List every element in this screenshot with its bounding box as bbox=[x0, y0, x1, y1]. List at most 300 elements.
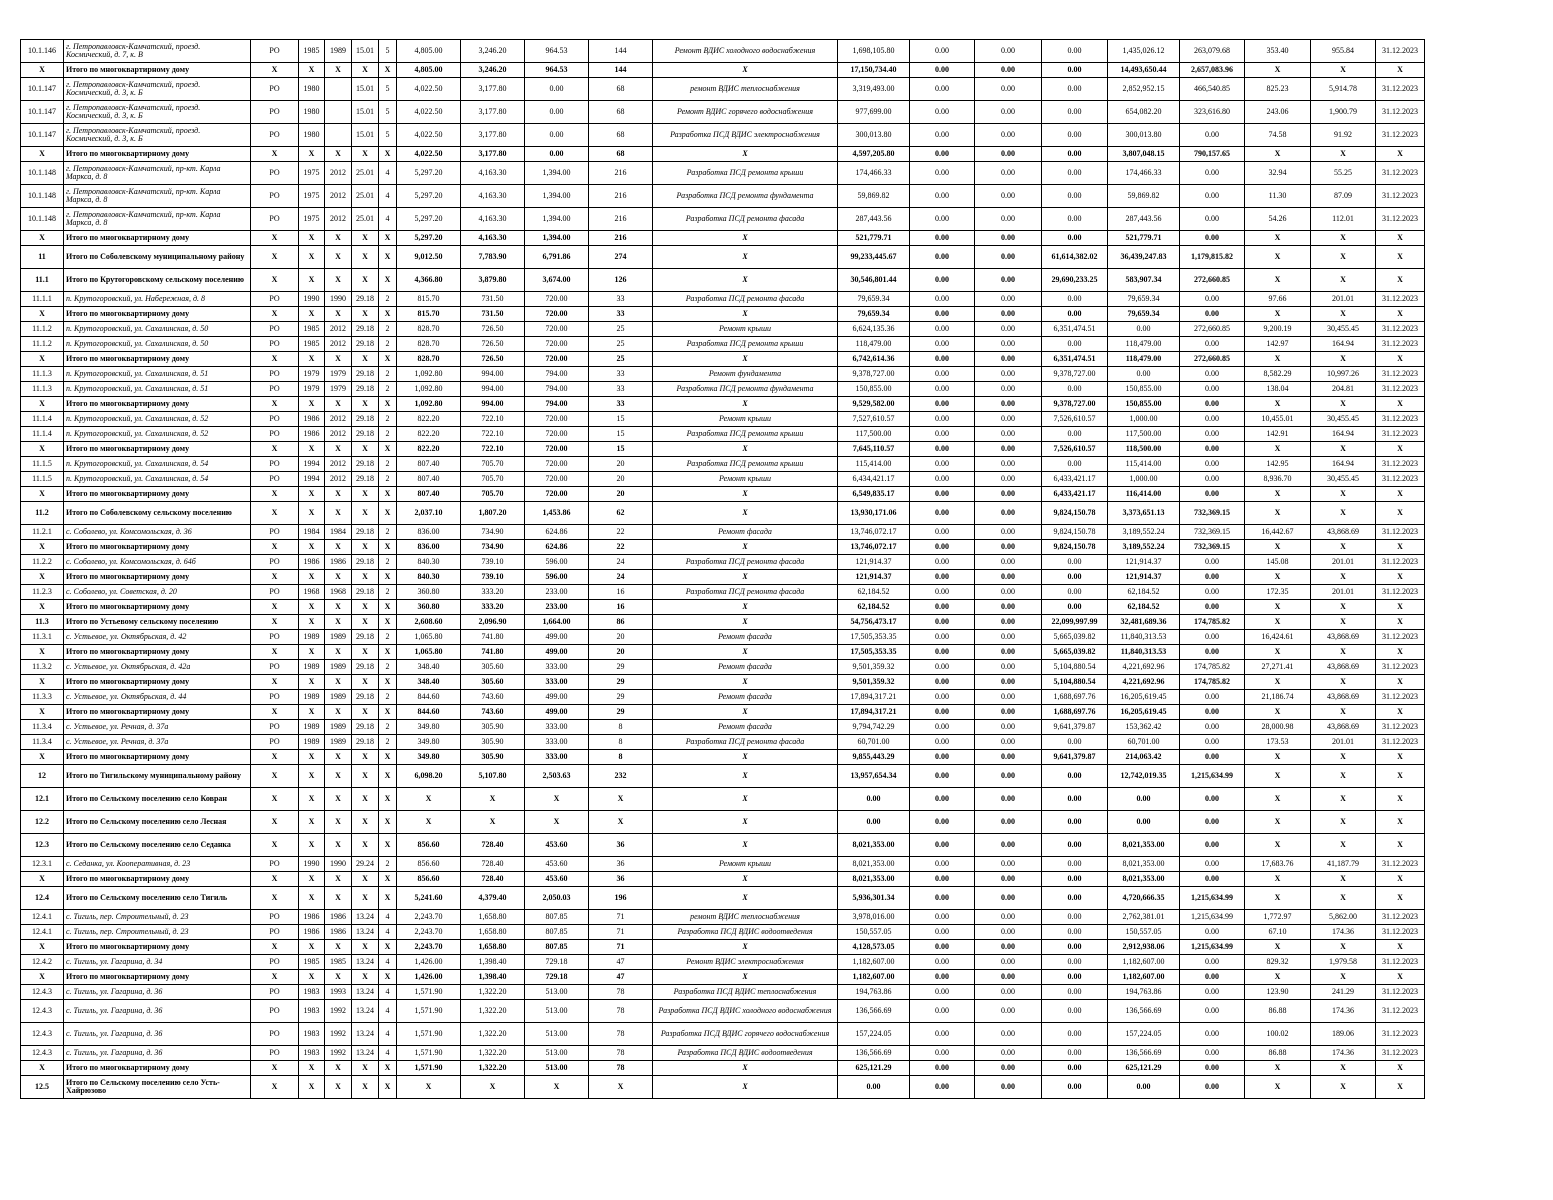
nonresidential-area-cell: 3,674.00 bbox=[525, 269, 589, 292]
nonresidential-area-cell: 499.00 bbox=[525, 690, 589, 705]
residents-cell: 216 bbox=[589, 208, 653, 231]
floors-cell: 4 bbox=[379, 208, 397, 231]
year-built-cell: X bbox=[299, 811, 325, 834]
year-built-cell: 1990 bbox=[299, 292, 325, 307]
floors-cell: X bbox=[379, 307, 397, 322]
work-type-cell: X bbox=[653, 540, 838, 555]
max-specific-cost-cell: 174.36 bbox=[1311, 1000, 1376, 1023]
total-area-cell: 1,571.90 bbox=[397, 1023, 461, 1046]
residents-cell: 24 bbox=[589, 555, 653, 570]
year-overhaul-cell: 1986 bbox=[325, 910, 352, 925]
residents-cell: 33 bbox=[589, 307, 653, 322]
work-type-cell: X bbox=[653, 502, 838, 525]
table-row bbox=[21, 1023, 1425, 1046]
municipal-funds-cell: 0.00 bbox=[1042, 162, 1108, 185]
total-area-cell: 2,243.70 bbox=[397, 925, 461, 940]
total-cost-cell: 8,021,353.00 bbox=[838, 872, 910, 887]
year-overhaul-cell: X bbox=[325, 615, 352, 630]
work-type-cell: Разработка ПСД ремонта фасада bbox=[653, 292, 838, 307]
year-overhaul-cell: 1989 bbox=[325, 720, 352, 735]
work-type-cell: X bbox=[653, 1076, 838, 1099]
work-type-cell: Разработка ПСД ремонта крыши bbox=[653, 427, 838, 442]
specific-cost-cell: X bbox=[1245, 970, 1311, 985]
year-overhaul-cell: X bbox=[325, 442, 352, 457]
total-cost-cell: 6,434,421.17 bbox=[838, 472, 910, 487]
nonresidential-area-cell: 720.00 bbox=[525, 487, 589, 502]
row-number-cell: 11.3.2 bbox=[21, 660, 64, 675]
table-row bbox=[21, 292, 1425, 307]
year-overhaul-cell: X bbox=[325, 1076, 352, 1099]
program-type-cell: X bbox=[251, 765, 299, 788]
table-row bbox=[21, 857, 1425, 872]
owner-funds-cell: 11,840,313.53 bbox=[1108, 630, 1180, 645]
nonresidential-area-cell: 720.00 bbox=[525, 307, 589, 322]
residents-cell: 15 bbox=[589, 427, 653, 442]
other-funds-cell: 0.00 bbox=[1180, 457, 1245, 472]
total-area-cell: 822.20 bbox=[397, 427, 461, 442]
row-number-cell: 12.4.1 bbox=[21, 925, 64, 940]
total-row bbox=[21, 970, 1425, 985]
program-type-cell: X bbox=[251, 147, 299, 162]
floors-cell: X bbox=[379, 147, 397, 162]
work-type-cell: Ремонт ВДИС электроснабжения bbox=[653, 955, 838, 970]
other-funds-cell: 0.00 bbox=[1180, 630, 1245, 645]
program-type-cell: РО bbox=[251, 427, 299, 442]
climate-zone-cell: X bbox=[352, 675, 379, 690]
program-type-cell: X bbox=[251, 269, 299, 292]
deadline-cell: 31.12.2023 bbox=[1376, 427, 1425, 442]
year-built-cell: 1986 bbox=[299, 555, 325, 570]
row-number-cell: X bbox=[21, 397, 64, 412]
owner-funds-cell: 14,493,650.44 bbox=[1108, 63, 1180, 78]
specific-cost-cell: X bbox=[1245, 872, 1311, 887]
max-specific-cost-cell: 1,900.79 bbox=[1311, 101, 1376, 124]
year-overhaul-cell: X bbox=[325, 705, 352, 720]
row-number-cell: 10.1.148 bbox=[21, 162, 64, 185]
federal-funds-cell: 0.00 bbox=[910, 910, 975, 925]
other-funds-cell: 0.00 bbox=[1180, 872, 1245, 887]
deadline-cell: X bbox=[1376, 970, 1425, 985]
program-type-cell: X bbox=[251, 246, 299, 269]
specific-cost-cell: 145.08 bbox=[1245, 555, 1311, 570]
work-type-cell: X bbox=[653, 940, 838, 955]
deadline-cell: 31.12.2023 bbox=[1376, 124, 1425, 147]
regional-funds-cell: 0.00 bbox=[975, 246, 1042, 269]
program-type-cell: X bbox=[251, 872, 299, 887]
regional-funds-cell: 0.00 bbox=[975, 615, 1042, 630]
owner-funds-cell: 136,566.69 bbox=[1108, 1046, 1180, 1061]
max-specific-cost-cell: 204.81 bbox=[1311, 382, 1376, 397]
federal-funds-cell: 0.00 bbox=[910, 502, 975, 525]
total-row bbox=[21, 940, 1425, 955]
nonresidential-area-cell: X bbox=[525, 811, 589, 834]
specific-cost-cell: X bbox=[1245, 811, 1311, 834]
total-area-cell: 1,426.00 bbox=[397, 955, 461, 970]
floors-cell: 2 bbox=[379, 857, 397, 872]
year-built-cell: 1983 bbox=[299, 1046, 325, 1061]
regional-funds-cell: 0.00 bbox=[975, 1000, 1042, 1023]
owner-funds-cell: 0.00 bbox=[1108, 322, 1180, 337]
total-area-cell: 822.20 bbox=[397, 442, 461, 457]
year-overhaul-cell: 2012 bbox=[325, 457, 352, 472]
floors-cell: 4 bbox=[379, 925, 397, 940]
other-funds-cell: 1,179,815.82 bbox=[1180, 246, 1245, 269]
year-built-cell: 1990 bbox=[299, 857, 325, 872]
living-area-cell: 1,322.20 bbox=[461, 1046, 525, 1061]
year-overhaul-cell: 1979 bbox=[325, 367, 352, 382]
total-row bbox=[21, 615, 1425, 630]
climate-zone-cell: 29.18 bbox=[352, 322, 379, 337]
other-funds-cell: 2,657,083.96 bbox=[1180, 63, 1245, 78]
row-number-cell: 11 bbox=[21, 246, 64, 269]
max-specific-cost-cell: X bbox=[1311, 788, 1376, 811]
living-area-cell: 333.20 bbox=[461, 585, 525, 600]
regional-funds-cell: 0.00 bbox=[975, 40, 1042, 63]
deadline-cell: 31.12.2023 bbox=[1376, 1046, 1425, 1061]
floors-cell: 4 bbox=[379, 1046, 397, 1061]
municipal-funds-cell: 0.00 bbox=[1042, 872, 1108, 887]
residents-cell: 36 bbox=[589, 857, 653, 872]
total-cost-cell: 4,128,573.05 bbox=[838, 940, 910, 955]
total-cost-cell: 7,645,110.57 bbox=[838, 442, 910, 457]
total-cost-cell: 5,936,301.34 bbox=[838, 887, 910, 910]
owner-funds-cell: 1,182,607.00 bbox=[1108, 970, 1180, 985]
living-area-cell: 3,177.80 bbox=[461, 101, 525, 124]
total-row bbox=[21, 397, 1425, 412]
residents-cell: 216 bbox=[589, 231, 653, 246]
federal-funds-cell: 0.00 bbox=[910, 352, 975, 367]
table-row bbox=[21, 910, 1425, 925]
municipal-funds-cell: 9,641,379.87 bbox=[1042, 720, 1108, 735]
work-type-cell: Ремонт фасада bbox=[653, 720, 838, 735]
residents-cell: 68 bbox=[589, 101, 653, 124]
municipal-funds-cell: 0.00 bbox=[1042, 585, 1108, 600]
row-number-cell: X bbox=[21, 307, 64, 322]
specific-cost-cell: X bbox=[1245, 487, 1311, 502]
owner-funds-cell: 118,479.00 bbox=[1108, 337, 1180, 352]
deadline-cell: X bbox=[1376, 269, 1425, 292]
max-specific-cost-cell: 30,455.45 bbox=[1311, 322, 1376, 337]
program-type-cell: X bbox=[251, 487, 299, 502]
specific-cost-cell: 16,424.61 bbox=[1245, 630, 1311, 645]
owner-funds-cell: 79,659.34 bbox=[1108, 307, 1180, 322]
row-number-cell: 11.2.2 bbox=[21, 555, 64, 570]
year-built-cell: X bbox=[299, 231, 325, 246]
regional-funds-cell: 0.00 bbox=[975, 970, 1042, 985]
total-cost-cell: 115,414.00 bbox=[838, 457, 910, 472]
total-cost-cell: 1,182,607.00 bbox=[838, 955, 910, 970]
program-type-cell: X bbox=[251, 397, 299, 412]
total-area-cell: 856.60 bbox=[397, 834, 461, 857]
deadline-cell: 31.12.2023 bbox=[1376, 412, 1425, 427]
other-funds-cell: 0.00 bbox=[1180, 337, 1245, 352]
nonresidential-area-cell: 2,050.03 bbox=[525, 887, 589, 910]
nonresidential-area-cell: 1,453.86 bbox=[525, 502, 589, 525]
residents-cell: 25 bbox=[589, 352, 653, 367]
other-funds-cell: 0.00 bbox=[1180, 427, 1245, 442]
year-overhaul-cell: X bbox=[325, 540, 352, 555]
total-area-cell: 1,092.80 bbox=[397, 367, 461, 382]
climate-zone-cell: 25.01 bbox=[352, 162, 379, 185]
residents-cell: X bbox=[589, 788, 653, 811]
address-cell: г. Петропавловск-Камчатский, пр-кт. Карла Маркса, д. 8 bbox=[64, 185, 251, 208]
municipal-funds-cell: 0.00 bbox=[1042, 811, 1108, 834]
residents-cell: 33 bbox=[589, 292, 653, 307]
program-type-cell: РО bbox=[251, 857, 299, 872]
total-area-cell: 828.70 bbox=[397, 337, 461, 352]
total-area-cell: 348.40 bbox=[397, 675, 461, 690]
max-specific-cost-cell: 241.29 bbox=[1311, 985, 1376, 1000]
work-type-cell: Ремонт фасада bbox=[653, 660, 838, 675]
other-funds-cell: 0.00 bbox=[1180, 442, 1245, 457]
deadline-cell: X bbox=[1376, 940, 1425, 955]
other-funds-cell: 0.00 bbox=[1180, 208, 1245, 231]
regional-funds-cell: 0.00 bbox=[975, 887, 1042, 910]
year-overhaul-cell: 1993 bbox=[325, 985, 352, 1000]
work-type-cell: X bbox=[653, 811, 838, 834]
nonresidential-area-cell: 0.00 bbox=[525, 101, 589, 124]
deadline-cell: 31.12.2023 bbox=[1376, 40, 1425, 63]
floors-cell: X bbox=[379, 887, 397, 910]
row-number-cell: 11.1.2 bbox=[21, 322, 64, 337]
total-row bbox=[21, 307, 1425, 322]
regional-funds-cell: 0.00 bbox=[975, 292, 1042, 307]
address-cell: Итого по многоквартирному дому bbox=[64, 570, 251, 585]
table-row bbox=[21, 40, 1425, 63]
address-cell: Итого по Сельскому поселению село Ковран bbox=[64, 788, 251, 811]
floors-cell: 5 bbox=[379, 78, 397, 101]
total-cost-cell: 1,182,607.00 bbox=[838, 970, 910, 985]
row-number-cell: 12.3.1 bbox=[21, 857, 64, 872]
total-area-cell: 828.70 bbox=[397, 352, 461, 367]
floors-cell: 2 bbox=[379, 720, 397, 735]
other-funds-cell: 0.00 bbox=[1180, 570, 1245, 585]
address-cell: Итого по многоквартирному дому bbox=[64, 940, 251, 955]
row-number-cell: 10.1.147 bbox=[21, 101, 64, 124]
municipal-funds-cell: 0.00 bbox=[1042, 887, 1108, 910]
address-cell: Итого по Тигильскому муниципальному району bbox=[64, 765, 251, 788]
owner-funds-cell: 3,807,048.15 bbox=[1108, 147, 1180, 162]
total-cost-cell: 9,794,742.29 bbox=[838, 720, 910, 735]
work-type-cell: X bbox=[653, 765, 838, 788]
living-area-cell: X bbox=[461, 1076, 525, 1099]
total-area-cell: 815.70 bbox=[397, 307, 461, 322]
total-row bbox=[21, 442, 1425, 457]
climate-zone-cell: X bbox=[352, 615, 379, 630]
specific-cost-cell: X bbox=[1245, 147, 1311, 162]
deadline-cell: X bbox=[1376, 645, 1425, 660]
total-area-cell: 349.80 bbox=[397, 750, 461, 765]
owner-funds-cell: 3,189,552.24 bbox=[1108, 540, 1180, 555]
total-area-cell: 836.00 bbox=[397, 540, 461, 555]
max-specific-cost-cell: 91.92 bbox=[1311, 124, 1376, 147]
max-specific-cost-cell: X bbox=[1311, 872, 1376, 887]
work-type-cell: Разработка ПСД ВДИС холодного водоснабжения bbox=[653, 1000, 838, 1023]
total-cost-cell: 977,699.00 bbox=[838, 101, 910, 124]
residents-cell: 86 bbox=[589, 615, 653, 630]
residents-cell: 16 bbox=[589, 585, 653, 600]
year-overhaul-cell: 1986 bbox=[325, 925, 352, 940]
total-area-cell: 348.40 bbox=[397, 660, 461, 675]
year-built-cell: 1986 bbox=[299, 427, 325, 442]
row-number-cell: 11.3.4 bbox=[21, 720, 64, 735]
owner-funds-cell: 153,362.42 bbox=[1108, 720, 1180, 735]
owner-funds-cell: 36,439,247.83 bbox=[1108, 246, 1180, 269]
climate-zone-cell: X bbox=[352, 705, 379, 720]
floors-cell: 2 bbox=[379, 427, 397, 442]
other-funds-cell: 0.00 bbox=[1180, 720, 1245, 735]
total-area-cell: 4,805.00 bbox=[397, 40, 461, 63]
year-built-cell: X bbox=[299, 147, 325, 162]
table-row bbox=[21, 555, 1425, 570]
owner-funds-cell: 32,481,689.36 bbox=[1108, 615, 1180, 630]
max-specific-cost-cell: 10,997.26 bbox=[1311, 367, 1376, 382]
regional-funds-cell: 0.00 bbox=[975, 1076, 1042, 1099]
nonresidential-area-cell: 333.00 bbox=[525, 720, 589, 735]
program-type-cell: X bbox=[251, 502, 299, 525]
specific-cost-cell: X bbox=[1245, 705, 1311, 720]
climate-zone-cell: 29.18 bbox=[352, 412, 379, 427]
specific-cost-cell: X bbox=[1245, 307, 1311, 322]
living-area-cell: 305.90 bbox=[461, 750, 525, 765]
floors-cell: X bbox=[379, 750, 397, 765]
max-specific-cost-cell: X bbox=[1311, 246, 1376, 269]
regional-funds-cell: 0.00 bbox=[975, 397, 1042, 412]
program-type-cell: X bbox=[251, 570, 299, 585]
total-area-cell: 2,608.60 bbox=[397, 615, 461, 630]
deadline-cell: X bbox=[1376, 487, 1425, 502]
nonresidential-area-cell: 624.86 bbox=[525, 540, 589, 555]
deadline-cell: 31.12.2023 bbox=[1376, 457, 1425, 472]
federal-funds-cell: 0.00 bbox=[910, 955, 975, 970]
row-number-cell: X bbox=[21, 675, 64, 690]
residents-cell: 16 bbox=[589, 600, 653, 615]
year-overhaul-cell: X bbox=[325, 811, 352, 834]
climate-zone-cell: 29.18 bbox=[352, 660, 379, 675]
climate-zone-cell: X bbox=[352, 442, 379, 457]
year-built-cell: X bbox=[299, 872, 325, 887]
total-row bbox=[21, 269, 1425, 292]
living-area-cell: 7,783.90 bbox=[461, 246, 525, 269]
row-number-cell: X bbox=[21, 872, 64, 887]
floors-cell: 2 bbox=[379, 322, 397, 337]
address-cell: г. Петропавловск-Камчатский, проезд. Космический, д. 7, к. В bbox=[64, 40, 251, 63]
address-cell: г. Петропавловск-Камчатский, пр-кт. Карла Маркса, д. 8 bbox=[64, 162, 251, 185]
total-area-cell: 360.80 bbox=[397, 585, 461, 600]
regional-funds-cell: 0.00 bbox=[975, 1046, 1042, 1061]
nonresidential-area-cell: 333.00 bbox=[525, 735, 589, 750]
municipal-funds-cell: 0.00 bbox=[1042, 910, 1108, 925]
year-built-cell: 1989 bbox=[299, 660, 325, 675]
other-funds-cell: 0.00 bbox=[1180, 124, 1245, 147]
work-type-cell: Разработка ПСД ремонта фасада bbox=[653, 208, 838, 231]
nonresidential-area-cell: 807.85 bbox=[525, 940, 589, 955]
nonresidential-area-cell: 964.53 bbox=[525, 63, 589, 78]
federal-funds-cell: 0.00 bbox=[910, 1061, 975, 1076]
table-row bbox=[21, 955, 1425, 970]
specific-cost-cell: X bbox=[1245, 397, 1311, 412]
work-type-cell: Разработка ПСД ВДИС электроснабжения bbox=[653, 124, 838, 147]
floors-cell: 2 bbox=[379, 525, 397, 540]
total-area-cell: 1,571.90 bbox=[397, 985, 461, 1000]
row-number-cell: 10.1.147 bbox=[21, 124, 64, 147]
program-type-cell: РО bbox=[251, 40, 299, 63]
owner-funds-cell: 150,557.05 bbox=[1108, 925, 1180, 940]
year-built-cell: 1983 bbox=[299, 1023, 325, 1046]
max-specific-cost-cell: X bbox=[1311, 765, 1376, 788]
address-cell: с. Устьевое, ул. Октябрьская, д. 42 bbox=[64, 630, 251, 645]
address-cell: Итого по многоквартирному дому bbox=[64, 307, 251, 322]
total-area-cell: 840.30 bbox=[397, 555, 461, 570]
total-area-cell: 5,297.20 bbox=[397, 208, 461, 231]
total-area-cell: 1,065.80 bbox=[397, 645, 461, 660]
program-type-cell: РО bbox=[251, 720, 299, 735]
living-area-cell: 734.90 bbox=[461, 540, 525, 555]
deadline-cell: 31.12.2023 bbox=[1376, 78, 1425, 101]
address-cell: Итого по многоквартирному дому bbox=[64, 352, 251, 367]
row-number-cell: X bbox=[21, 540, 64, 555]
regional-funds-cell: 0.00 bbox=[975, 660, 1042, 675]
living-area-cell: 3,177.80 bbox=[461, 124, 525, 147]
nonresidential-area-cell: 720.00 bbox=[525, 472, 589, 487]
total-area-cell: 1,092.80 bbox=[397, 397, 461, 412]
row-number-cell: X bbox=[21, 750, 64, 765]
climate-zone-cell: X bbox=[352, 750, 379, 765]
program-type-cell: X bbox=[251, 970, 299, 985]
living-area-cell: 739.10 bbox=[461, 570, 525, 585]
owner-funds-cell: 62,184.52 bbox=[1108, 585, 1180, 600]
program-type-cell: РО bbox=[251, 322, 299, 337]
address-cell: Итого по многоквартирному дому bbox=[64, 970, 251, 985]
total-cost-cell: 13,930,171.06 bbox=[838, 502, 910, 525]
other-funds-cell: 0.00 bbox=[1180, 811, 1245, 834]
year-overhaul-cell: X bbox=[325, 502, 352, 525]
year-built-cell: X bbox=[299, 307, 325, 322]
federal-funds-cell: 0.00 bbox=[910, 570, 975, 585]
max-specific-cost-cell: X bbox=[1311, 147, 1376, 162]
work-type-cell: Ремонт крыши bbox=[653, 322, 838, 337]
other-funds-cell: 0.00 bbox=[1180, 185, 1245, 208]
deadline-cell: X bbox=[1376, 1076, 1425, 1099]
table-row bbox=[21, 630, 1425, 645]
work-type-cell: Разработка ПСД ВДИС водоотведения bbox=[653, 925, 838, 940]
living-area-cell: 739.10 bbox=[461, 555, 525, 570]
owner-funds-cell: 157,224.05 bbox=[1108, 1023, 1180, 1046]
total-cost-cell: 62,184.52 bbox=[838, 600, 910, 615]
specific-cost-cell: 1,772.97 bbox=[1245, 910, 1311, 925]
max-specific-cost-cell: 201.01 bbox=[1311, 735, 1376, 750]
deadline-cell: 31.12.2023 bbox=[1376, 472, 1425, 487]
address-cell: с. Устьевое, ул. Октябрьская, д. 44 bbox=[64, 690, 251, 705]
owner-funds-cell: 3,189,552.24 bbox=[1108, 525, 1180, 540]
federal-funds-cell: 0.00 bbox=[910, 427, 975, 442]
living-area-cell: 722.10 bbox=[461, 412, 525, 427]
nonresidential-area-cell: 720.00 bbox=[525, 427, 589, 442]
year-built-cell: 1989 bbox=[299, 720, 325, 735]
municipal-funds-cell: 7,526,610.57 bbox=[1042, 442, 1108, 457]
total-cost-cell: 174,466.33 bbox=[838, 162, 910, 185]
other-funds-cell: 0.00 bbox=[1180, 367, 1245, 382]
max-specific-cost-cell: X bbox=[1311, 615, 1376, 630]
residents-cell: 232 bbox=[589, 765, 653, 788]
floors-cell: X bbox=[379, 970, 397, 985]
living-area-cell: 1,807.20 bbox=[461, 502, 525, 525]
living-area-cell: 3,177.80 bbox=[461, 78, 525, 101]
total-row bbox=[21, 834, 1425, 857]
deadline-cell: 31.12.2023 bbox=[1376, 735, 1425, 750]
regional-funds-cell: 0.00 bbox=[975, 690, 1042, 705]
address-cell: Итого по многоквартирному дому bbox=[64, 645, 251, 660]
